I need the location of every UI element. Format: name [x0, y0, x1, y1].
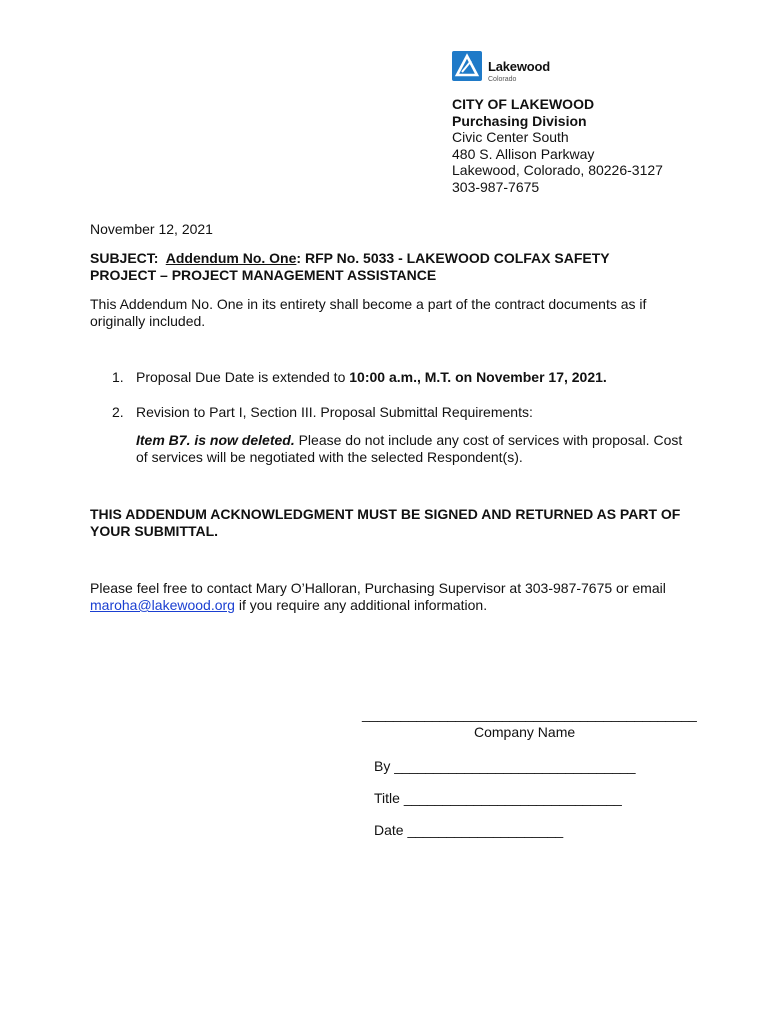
- revision-note-bold: Item B7. is now deleted.: [136, 432, 295, 448]
- subject-text: : RFP No. 5033 - LAKEWOOD COLFAX SAFETY PROJECT – PROJECT MANAGEMENT ASSISTANCE: [90, 250, 610, 283]
- division-name: Purchasing Division: [452, 112, 587, 129]
- company-name-label: Company Name: [474, 724, 576, 740]
- revision-note: [136, 432, 696, 466]
- contact-paragraph: [90, 580, 690, 614]
- logo-subtitle: Colorado: [488, 76, 517, 83]
- address-block: [452, 96, 663, 195]
- title-field[interactable]: Title ____________________________: [374, 790, 622, 806]
- phone-line: 303-987-7675: [452, 178, 540, 195]
- acknowledgment-notice: THIS ADDENDUM ACKNOWLEDGMENT MUST BE SIGNED AND RETURNED AS PART OF YOUR SUBMITTAL.: [90, 506, 681, 539]
- contact-text: Please feel free to contact Mary O’Halloran, Purchasing Supervisor at 303-987-7675 or email: [90, 580, 666, 596]
- intro-paragraph: This Addendum No. One in its entirety shall become a part of the contract documents as if originally included.: [90, 296, 647, 329]
- contact-text-end: if you require any additional information.: [234, 597, 488, 613]
- logo-name: Lakewood: [488, 59, 550, 74]
- subject-addendum: Addendum No. One: [165, 250, 297, 266]
- letter-date: November 12, 2021: [90, 221, 213, 237]
- org-name: CITY OF LAKEWOOD: [452, 96, 595, 112]
- list-item-bold: 10:00 a.m., M.T. on November 17, 2021.: [349, 369, 607, 385]
- list-item-number: 2.: [112, 404, 124, 420]
- lakewood-logo: [452, 51, 572, 87]
- address-line: 480 S. Allison Parkway: [452, 145, 595, 162]
- address-line: Civic Center South: [452, 129, 569, 145]
- email-link[interactable]: maroha@lakewood.org: [90, 597, 235, 613]
- date-field[interactable]: Date ____________________: [374, 822, 564, 838]
- list-item: [112, 404, 533, 420]
- revision-note-text: Please do not include any cost of services with proposal. Cost of services will be negotiated with the selected Respondent(s).: [136, 432, 683, 465]
- list-item-text: Revision to Part I, Section III. Proposal Submittal Requirements:: [136, 404, 533, 420]
- subject-line: [90, 250, 650, 284]
- signature-line[interactable]: ___________________________________________: [362, 706, 697, 722]
- by-field[interactable]: By _______________________________: [374, 758, 636, 774]
- lakewood-logo-mark-icon: [452, 51, 482, 81]
- subject-prefix: SUBJECT:: [90, 250, 159, 266]
- list-item-text: Proposal Due Date is extended to: [136, 369, 350, 385]
- list-item-number: 1.: [112, 369, 124, 385]
- list-item: [112, 369, 607, 385]
- address-line: Lakewood, Colorado, 80226-3127: [452, 162, 663, 178]
